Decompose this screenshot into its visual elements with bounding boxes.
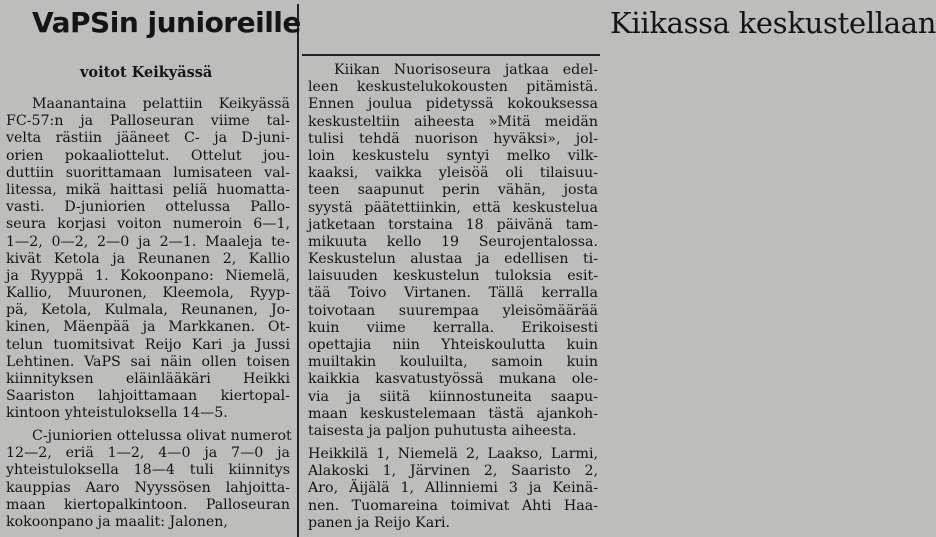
text-line: kuin viime kerralla. Erikoisesti: [308, 319, 598, 336]
text-line: tulisi tehdä nuorison hyväksi», jol-: [308, 130, 598, 147]
article-left: [0, 0, 300, 537]
text-line: mikuuta kello 19 Seurojentalossa.: [308, 233, 598, 250]
text-line: Kiikan Nuorisoseura jatkaa edel-: [334, 62, 598, 78]
text-line: Ennen joulua pidetyssä kokouksessa: [308, 96, 598, 113]
text-line: maan kiertopalkintoon. Palloseuran: [6, 496, 290, 513]
text-line: via ja siitä kiinnostuneita saapu-: [308, 388, 598, 405]
text-line: seura korjasi voiton numeroin 6—1,: [6, 216, 290, 233]
text-line: vasti. D-juniorien ottelussa Pallo-: [6, 199, 290, 216]
left-paragraph-1: [6, 96, 290, 423]
text-line: kokoonpano ja maalit: Jalonen,: [6, 513, 228, 530]
text-line: kiinnityksen eläinlääkäri Heikki: [6, 371, 290, 387]
left-paragraph-2: [6, 428, 290, 531]
text-line: kaaksi, vaikka yleisöä oli tilaisuu-: [308, 165, 598, 182]
text-line: panen ja Reijo Kari.: [308, 514, 451, 531]
text-line: maan keskustelemaan tästä ajankoh-: [308, 405, 598, 422]
left-headline: VaPSin junioreille: [32, 6, 301, 39]
text-line: teen saapunut perin vähän, josta: [308, 182, 598, 199]
text-line: loin keskustelu syntyi melko vilk-: [308, 147, 598, 164]
text-line: kintoon yhteistuloksella 14—5.: [6, 405, 228, 422]
text-line: Heikkilä 1, Niemelä 2, Laakso, Larmi,: [308, 446, 598, 462]
right-paragraph-1: [308, 62, 598, 440]
text-line: kinen, Mäenpää ja Markkanen. Ot-: [6, 319, 290, 336]
text-line: kauppias Aaro Nyyssösen lahjoitta-: [6, 479, 290, 496]
text-line: muiltakin kouluilta, samoin kuin: [308, 354, 598, 371]
text-line: ja Ryyppä 1. Kokoonpano: Niemelä,: [6, 267, 290, 284]
text-line: yhteistuloksella 18—4 tuli kiinnitys: [6, 462, 290, 479]
text-line: Lehtinen. VaPS sai näin ollen toisen: [6, 353, 290, 370]
text-line: taisesta ja paljon puhutusta aiheesta.: [308, 422, 577, 439]
right-headline: Kiikassa keskustellaan: [610, 6, 936, 40]
text-line: tää Toivo Virtanen. Tällä kerralla: [308, 285, 598, 302]
text-line: telun tuomitsivat Reijo Kari ja Jussi: [6, 336, 290, 353]
text-line: opettajia niin Yhteiskoulutta kuin: [308, 337, 598, 353]
text-line: 12—2, eriä 1—2, 4—0 ja 7—0 ja: [6, 445, 290, 462]
text-line: 1—2, 0—2, 2—0 ja 2—1. Maaleja te-: [6, 233, 290, 250]
text-line: toivotaan suurempaa yleisömäärää: [308, 302, 598, 319]
text-line: syystä päätettiinkin, että keskustelua: [308, 199, 598, 216]
text-line: laisuuden keskustelun tuloksia esit-: [308, 268, 598, 285]
text-line: litessa, mikä haittasi peliä huomatta-: [6, 181, 290, 198]
left-subheadline: voitot Keikyässä: [80, 64, 213, 81]
text-line: Keskustelun alustaa ja edellisen ti-: [308, 251, 598, 268]
text-line: pä, Ketola, Kulmala, Reunanen, Jo-: [6, 302, 290, 319]
text-line: Aro, Äijälä 1, Allinniemi 3 ja Keinä-: [308, 480, 598, 497]
text-line: jatketaan torstaina 18 päivänä tam-: [308, 216, 598, 233]
text-line: Alakoski 1, Järvinen 2, Saaristo 2,: [308, 463, 598, 480]
text-line: nen. Tuomareina toimivat Ahti Haa-: [308, 497, 598, 514]
text-line: kaikkia kasvatustyössä mukana ole-: [308, 371, 598, 388]
text-line: C-juniorien ottelussa olivat numerot: [32, 428, 292, 444]
text-line: velta rästiin jääneet C- ja D-juni-: [6, 130, 290, 147]
text-line: keskusteltiin aiheesta »Mitä meidän: [308, 113, 598, 130]
text-line: Maanantaina pelattiin Keikyässä: [32, 96, 290, 112]
article-right: [304, 0, 936, 537]
right-paragraph-2: [308, 446, 598, 532]
text-line: leen keskustelukokousten pitämistä.: [308, 79, 598, 96]
text-line: FC-57:n ja Palloseuran viime tal-: [6, 113, 290, 130]
text-line: duttiin suorittamaan lumisateen val-: [6, 164, 290, 181]
text-line: kivät Ketola ja Reunanen 2, Kallio: [6, 250, 290, 267]
text-line: orien pokaaliottelut. Ottelut jou-: [6, 147, 290, 164]
text-line: Saariston lahjoittamaan kiertopal-: [6, 388, 290, 405]
text-line: Kallio, Muuronen, Kleemola, Ryyp-: [6, 285, 290, 302]
